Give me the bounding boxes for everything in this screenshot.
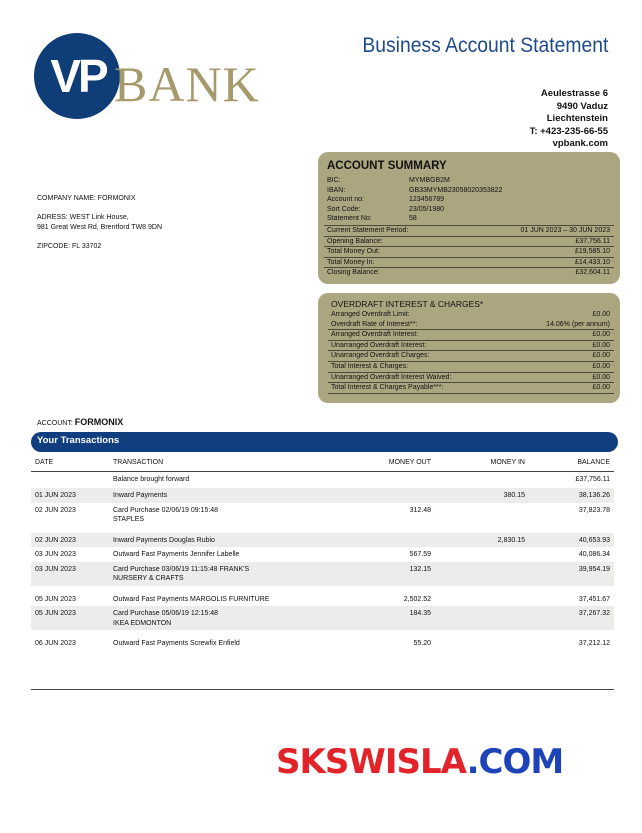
tx-balance-text: 39,954.19 (578, 565, 610, 573)
summary-detail-value: 23/05/1980 (409, 205, 445, 213)
tx-money-out (339, 562, 435, 586)
summary-row-value: £37,756.11 (575, 237, 610, 245)
tx-money-out-text: 55.20 (413, 640, 431, 647)
tx-balance-text: 40,086.34 (578, 551, 610, 558)
table-row (31, 636, 614, 651)
tx-description-text: Inward Payments Douglas Rubio (113, 536, 215, 544)
tx-date-text: 05 JUN 2023 (35, 595, 76, 603)
summary-detail-value: 123456789 (409, 196, 445, 204)
table-row (31, 533, 614, 548)
tx-date (31, 606, 109, 630)
column-header-money-out: MONEY OUT (339, 455, 435, 471)
tx-money-in (435, 562, 529, 586)
overdraft-row (328, 320, 614, 331)
tx-date-text: 03 JUN 2023 (35, 565, 76, 573)
tx-date-text: 01 JUN 2023 (35, 492, 76, 499)
overdraft-row-label: Unarranged Overdraft Interest Waived: (331, 373, 452, 381)
tx-date (31, 562, 109, 586)
tx-balance-text: 38,136.26 (578, 492, 610, 499)
tx-description-text: Outward Fast Payments Jennifer Labelle (113, 551, 240, 558)
tx-description (109, 471, 339, 486)
tx-money-out (339, 503, 435, 527)
bank-address-country: Liechtenstein (546, 113, 608, 124)
vp-bank-logo (34, 33, 304, 123)
tx-balance (529, 606, 614, 630)
summary-row-label: Current Statement Period: (327, 226, 409, 234)
summary-row-value: 01 JUN 2023 – 30 JUN 2023 (520, 226, 610, 234)
tx-balance (529, 636, 614, 651)
tx-description-text: Balance brought forward (113, 475, 190, 483)
tx-description (109, 547, 339, 562)
overdraft-row (328, 330, 614, 341)
overdraft-row-label: Arranged Overdraft Interest: (331, 331, 419, 339)
tx-date (31, 592, 109, 607)
account-label (37, 417, 123, 427)
tx-description (109, 562, 339, 586)
company-details (37, 194, 162, 252)
column-header-date: DATE (31, 455, 109, 471)
summary-row-money-out (324, 246, 614, 257)
company-zipcode: ZIPCODE: FL 33702 (37, 243, 102, 250)
account-label-prefix: ACCOUNT: (37, 420, 73, 427)
table-row (31, 547, 614, 562)
bank-address-website: vpbank.com (552, 138, 608, 149)
summary-row-label: Opening Balance: (327, 237, 383, 245)
tx-balance (529, 471, 614, 486)
overdraft-row-value: £0.00 (592, 362, 610, 370)
company-address-line1: ADRESS: WEST Link House, (37, 214, 129, 221)
watermark (276, 742, 563, 782)
tx-money-in (435, 547, 529, 562)
column-header-money-in: MONEY IN (435, 455, 529, 471)
tx-description-text: Card Purchase 05/06/19 12:15:48 (113, 610, 219, 617)
tx-money-out (339, 636, 435, 651)
overdraft-row (328, 373, 614, 384)
column-header-balance: BALANCE (529, 455, 614, 471)
overdraft-row (328, 310, 614, 320)
bank-address-city: 9490 Vaduz (556, 100, 608, 112)
tx-description-text: Outward Fast Payments Screwfix Enfield (113, 640, 240, 647)
overdraft-row-label: Unarranged Overdraft Charges: (331, 352, 430, 360)
table-row (31, 488, 614, 503)
bank-address (530, 88, 608, 151)
tx-description-line2: NURSERY & CRAFTS (113, 575, 184, 582)
tx-money-out-text: 312.48 (409, 506, 431, 514)
tx-money-out-text: 567.59 (409, 551, 431, 558)
table-bottom-rule (31, 689, 614, 690)
tx-money-in-text: 2,830.15 (497, 536, 525, 544)
account-summary-panel (318, 152, 620, 284)
summary-row-label: Total Money In: (327, 258, 375, 266)
tx-balance (529, 503, 614, 527)
overdraft-row-value: £0.00 (592, 352, 610, 360)
overdraft-panel (318, 293, 620, 403)
tx-description-line2: STAPLES (113, 516, 144, 523)
table-row (31, 471, 614, 486)
tx-description (109, 592, 339, 607)
summary-detail-row (324, 205, 614, 215)
summary-detail-label: IBAN: (327, 186, 346, 194)
watermark-text-red: SKSWISLA (276, 742, 467, 782)
tx-money-in-text: 380.15 (503, 492, 525, 499)
overdraft-row-label: Total Interest & Charges Payable***: (331, 384, 444, 392)
tx-money-in (435, 471, 529, 486)
tx-balance-text: 37,451.67 (578, 595, 610, 603)
page-title: Business Account Statement (362, 34, 608, 57)
overdraft-row-label: Unarranged Overdraft Interest: (331, 341, 427, 349)
summary-detail-row (324, 214, 614, 224)
tx-money-in (435, 488, 529, 503)
tx-money-in (435, 503, 529, 527)
summary-detail-value: 58 (409, 215, 417, 223)
company-name: COMPANY NAME: FORMONIX (37, 195, 136, 202)
tx-money-in (435, 592, 529, 607)
logo-mark: VP (50, 50, 106, 102)
tx-date-text: 03 JUN 2023 (35, 551, 76, 558)
tx-description-text: Outward Fast Payments MARGOLIS FURNITURE (113, 595, 270, 603)
tx-date (31, 471, 109, 486)
overdraft-row (328, 383, 614, 394)
overdraft-row-label: Arranged Overdraft Limit: (331, 311, 410, 318)
summary-row-period (324, 225, 614, 236)
table-row (31, 503, 614, 527)
tx-money-in (435, 533, 529, 548)
transactions-table (31, 455, 614, 651)
summary-row-money-in (324, 257, 614, 268)
tx-date (31, 636, 109, 651)
tx-balance (529, 547, 614, 562)
tx-balance-text: 37,212.12 (578, 640, 610, 647)
column-header-transaction: TRANSACTION (109, 455, 339, 471)
tx-description-text: Inward Payments (113, 492, 168, 499)
overdraft-row-value: £0.00 (592, 311, 610, 318)
tx-money-in (435, 606, 529, 630)
tx-money-out (339, 488, 435, 503)
summary-detail-label: BIC: (327, 177, 341, 184)
summary-detail-row (324, 195, 614, 205)
overdraft-row-value: £0.00 (592, 331, 610, 339)
transactions-header-row (31, 455, 614, 471)
overdraft-title: OVERDRAFT INTEREST & CHARGES* (331, 299, 484, 309)
account-name: FORMONIX (74, 417, 124, 427)
summary-row-label: Closing Balance: (327, 269, 380, 277)
overdraft-row-value: 14.06% (per annum) (546, 320, 610, 328)
transactions-body (31, 471, 614, 651)
overdraft-row (328, 351, 614, 362)
tx-balance-text: 37,267.32 (578, 610, 610, 617)
tx-description (109, 636, 339, 651)
overdraft-row-label: Overdraft Rate of Interest**: (331, 320, 418, 328)
summary-row-value: £19,585.10 (574, 248, 610, 256)
summary-detail-value: MYMBGB2M (409, 177, 450, 184)
tx-date-text: 02 JUN 2023 (35, 536, 76, 544)
tx-money-out-text: 184.35 (409, 610, 431, 617)
summary-detail-value: GB33MYMB23058020353822 (409, 186, 503, 194)
summary-detail-label: Sort Code: (327, 205, 361, 213)
tx-money-out (339, 533, 435, 548)
tx-description-text: Card Purchase 02/06/19 09:15:48 (113, 506, 219, 514)
tx-description (109, 606, 339, 630)
tx-balance-text: 37,823.78 (578, 506, 610, 514)
tx-description (109, 503, 339, 527)
tx-date (31, 503, 109, 527)
tx-date (31, 533, 109, 548)
summary-row-label: Total Money Out: (327, 248, 380, 256)
tx-balance (529, 533, 614, 548)
overdraft-row-value: £0.00 (592, 384, 610, 392)
table-row (31, 562, 614, 586)
summary-row-closing-balance (324, 267, 614, 278)
summary-detail-row (324, 176, 614, 186)
logo-wordmark: BANK (114, 56, 260, 112)
summary-row-opening-balance (324, 236, 614, 247)
account-summary-title: ACCOUNT SUMMARY (327, 160, 447, 172)
summary-row-value: £14,433.10 (574, 258, 610, 266)
tx-money-out (339, 547, 435, 562)
watermark-dot: . (466, 742, 479, 782)
overdraft-row-label: Total Interest & Charges: (331, 362, 409, 370)
tx-money-out (339, 471, 435, 486)
transactions-heading: Your Transactions (31, 432, 618, 452)
watermark-text-blue: COM (478, 742, 564, 782)
summary-detail-label: Account no: (327, 196, 364, 204)
summary-detail-label: Statement No: (327, 215, 372, 223)
overdraft-row (328, 341, 614, 352)
tx-date-text: 05 JUN 2023 (35, 610, 76, 617)
tx-balance-text: 40,653.93 (578, 536, 610, 544)
company-address-line2: 981 Great West Rd, Brentford TW8 9DN (37, 224, 163, 231)
tx-balance (529, 592, 614, 607)
overdraft-row-value: £0.00 (592, 341, 610, 349)
tx-description (109, 488, 339, 503)
tx-money-out-text: 2,502.52 (403, 595, 431, 603)
overdraft-row (328, 362, 614, 373)
table-row (31, 592, 614, 607)
tx-money-out-text: 132.15 (409, 565, 431, 573)
tx-date-text: 06 JUN 2023 (35, 640, 76, 647)
tx-money-out (339, 606, 435, 630)
tx-date-text: 02 JUN 2023 (35, 506, 76, 514)
overdraft-row-value: £0.00 (592, 373, 610, 381)
bank-address-street: Aeulestrasse 6 (540, 88, 608, 99)
tx-balance (529, 562, 614, 586)
tx-money-in (435, 636, 529, 651)
tx-date (31, 547, 109, 562)
tx-balance (529, 488, 614, 503)
bank-address-phone: T: +423-235-66-55 (529, 125, 608, 137)
tx-date (31, 488, 109, 503)
tx-description-line2: IKEA EDMONTON (113, 619, 172, 627)
tx-money-out (339, 592, 435, 607)
tx-description (109, 533, 339, 548)
summary-detail-row (324, 186, 614, 196)
tx-balance-text: £37,756.11 (575, 475, 610, 483)
summary-row-value: £32,604.11 (575, 269, 610, 277)
tx-description-text: Card Purchase 03/06/19 11:15:48 FRANK'S (113, 565, 250, 573)
table-row (31, 606, 614, 630)
